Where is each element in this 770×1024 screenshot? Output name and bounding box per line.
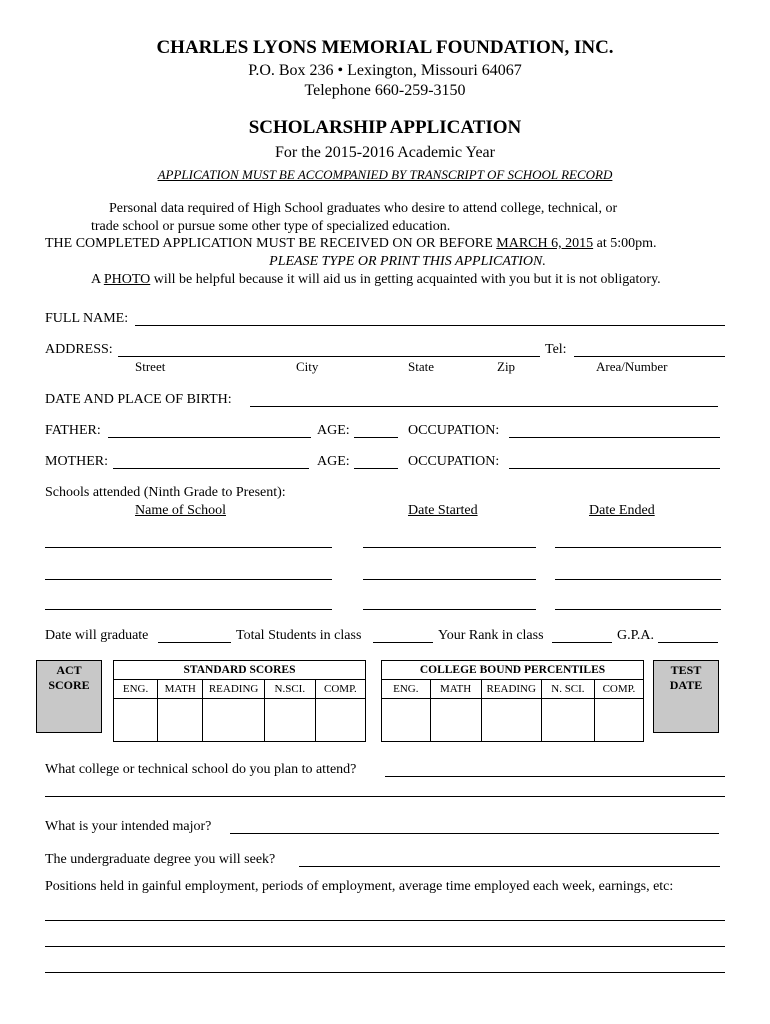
school-2-name-field[interactable] <box>45 579 332 580</box>
full-name-field[interactable] <box>135 325 725 326</box>
pct-col-eng: ENG. <box>382 680 431 699</box>
address-sublabel-city: City <box>296 359 319 374</box>
org-telephone: Telephone 660-259-3150 <box>304 82 466 99</box>
school-3-started-field[interactable] <box>363 609 536 610</box>
test-date-label-2: DATE <box>669 678 703 692</box>
college-question: What college or technical school do you plan to attend? <box>45 762 357 777</box>
test-date-box[interactable] <box>653 660 719 733</box>
academic-year: For the 2015-2016 Academic Year <box>275 144 495 161</box>
rank-field[interactable] <box>552 642 612 643</box>
school-1-ended-field[interactable] <box>555 547 721 548</box>
address-sublabel-state: State <box>408 359 434 374</box>
employment-question: Positions held in gainful employment, periods of employment, average time employed each week, earnings, etc: <box>45 879 674 894</box>
degree-field[interactable] <box>299 866 720 867</box>
graduate-date-field[interactable] <box>158 642 231 643</box>
col-date-started: Date Started <box>408 503 478 518</box>
degree-question: The undergraduate degree you will seek? <box>45 852 276 867</box>
type-print-notice: PLEASE TYPE OR PRINT THIS APPLICATION. <box>269 254 546 269</box>
schools-intro: Schools attended (Ninth Grade to Present): <box>45 485 286 500</box>
std-col-eng: ENG. <box>114 680 158 699</box>
pct-col-comp: COMP. <box>594 680 643 699</box>
father-age-field[interactable] <box>354 437 398 438</box>
pct-eng-cell[interactable] <box>382 699 431 742</box>
org-address: P.O. Box 236 • Lexington, Missouri 64067 <box>248 62 522 79</box>
father-name-field[interactable] <box>108 437 311 438</box>
major-field[interactable] <box>230 833 719 834</box>
form-title: SCHOLARSHIP APPLICATION <box>248 117 522 138</box>
address-sublabel-zip: Zip <box>497 359 516 374</box>
act-score-label-2: SCORE <box>48 678 90 692</box>
total-students-field[interactable] <box>373 642 433 643</box>
mother-age-label: AGE: <box>317 454 350 469</box>
school-3-name-field[interactable] <box>45 609 332 610</box>
pct-comp-cell[interactable] <box>594 699 643 742</box>
school-2-started-field[interactable] <box>363 579 536 580</box>
photo-word: PHOTO <box>103 272 151 287</box>
act-score-label-1: ACT <box>56 663 82 677</box>
college-field-line-2[interactable] <box>45 796 725 797</box>
full-name-label: FULL NAME: <box>45 311 129 326</box>
school-2-ended-field[interactable] <box>555 579 721 580</box>
instructions-line-2: trade school or pursue some other type of specialized education. <box>91 219 451 234</box>
dob-label: DATE AND PLACE OF BIRTH: <box>45 392 232 407</box>
std-math-cell[interactable] <box>158 699 203 742</box>
mother-name-field[interactable] <box>113 468 309 469</box>
total-students-label: Total Students in class <box>236 628 362 643</box>
pct-math-cell[interactable] <box>430 699 481 742</box>
std-reading-cell[interactable] <box>203 699 264 742</box>
std-col-reading: READING <box>203 680 264 699</box>
gpa-label: G.P.A. <box>617 628 654 643</box>
address-sublabel-street: Street <box>135 359 166 374</box>
pct-col-reading: READING <box>481 680 541 699</box>
address-field[interactable] <box>118 356 540 357</box>
std-col-comp: COMP. <box>315 680 365 699</box>
graduate-date-label: Date will graduate <box>45 628 149 643</box>
mother-occupation-label: OCCUPATION: <box>408 454 500 469</box>
gpa-field[interactable] <box>658 642 718 643</box>
std-col-math: MATH <box>158 680 203 699</box>
pct-col-nsci: N. SCI. <box>541 680 594 699</box>
father-occupation-label: OCCUPATION: <box>408 423 500 438</box>
employment-line-2[interactable] <box>45 946 725 947</box>
photo-notice: A PHOTO will be helpful because it will aid us in getting acquainted with you but it is not obligatory. <box>91 272 661 287</box>
std-eng-cell[interactable] <box>114 699 158 742</box>
father-age-label: AGE: <box>317 423 350 438</box>
mother-occupation-field[interactable] <box>509 468 720 469</box>
col-date-ended: Date Ended <box>589 503 655 518</box>
deadline-date: MARCH 6, 2015 <box>496 236 594 251</box>
address-sublabel-area: Area/Number <box>596 359 668 374</box>
dob-field[interactable] <box>250 406 718 407</box>
standard-scores-title: STANDARD SCORES <box>114 661 366 680</box>
father-label: FATHER: <box>45 423 101 438</box>
percentiles-table <box>381 660 644 742</box>
std-col-nsci: N.SCI. <box>264 680 315 699</box>
employment-line-3[interactable] <box>45 972 725 973</box>
standard-scores-table <box>113 660 366 742</box>
pct-col-math: MATH <box>430 680 481 699</box>
col-name-of-school: Name of School <box>135 503 226 518</box>
deadline-notice: THE COMPLETED APPLICATION MUST BE RECEIVED ON OR BEFORE MARCH 6, 2015 at 5:00pm. <box>45 236 657 251</box>
tel-label: Tel: <box>545 342 567 357</box>
std-nsci-cell[interactable] <box>264 699 315 742</box>
instructions-line-1: Personal data required of High School graduates who desire to attend college, technical, or <box>109 201 618 216</box>
school-3-ended-field[interactable] <box>555 609 721 610</box>
father-occupation-field[interactable] <box>509 437 720 438</box>
tel-field[interactable] <box>574 356 725 357</box>
employment-line-1[interactable] <box>45 920 725 921</box>
school-1-name-field[interactable] <box>45 547 332 548</box>
percentiles-title: COLLEGE BOUND PERCENTILES <box>382 661 644 680</box>
mother-label: MOTHER: <box>45 454 108 469</box>
act-score-box[interactable] <box>36 660 102 733</box>
college-field[interactable] <box>385 776 725 777</box>
major-question: What is your intended major? <box>45 819 212 834</box>
school-1-started-field[interactable] <box>363 547 536 548</box>
rank-label: Your Rank in class <box>438 628 544 643</box>
mother-age-field[interactable] <box>354 468 398 469</box>
pct-nsci-cell[interactable] <box>541 699 594 742</box>
org-name: CHARLES LYONS MEMORIAL FOUNDATION, INC. <box>156 37 614 58</box>
transcript-notice: APPLICATION MUST BE ACCOMPANIED BY TRANSCRIPT OF SCHOOL RECORD <box>157 167 613 182</box>
test-date-label-1: TEST <box>670 663 702 677</box>
pct-reading-cell[interactable] <box>481 699 541 742</box>
std-comp-cell[interactable] <box>315 699 365 742</box>
address-label: ADDRESS: <box>45 342 113 357</box>
